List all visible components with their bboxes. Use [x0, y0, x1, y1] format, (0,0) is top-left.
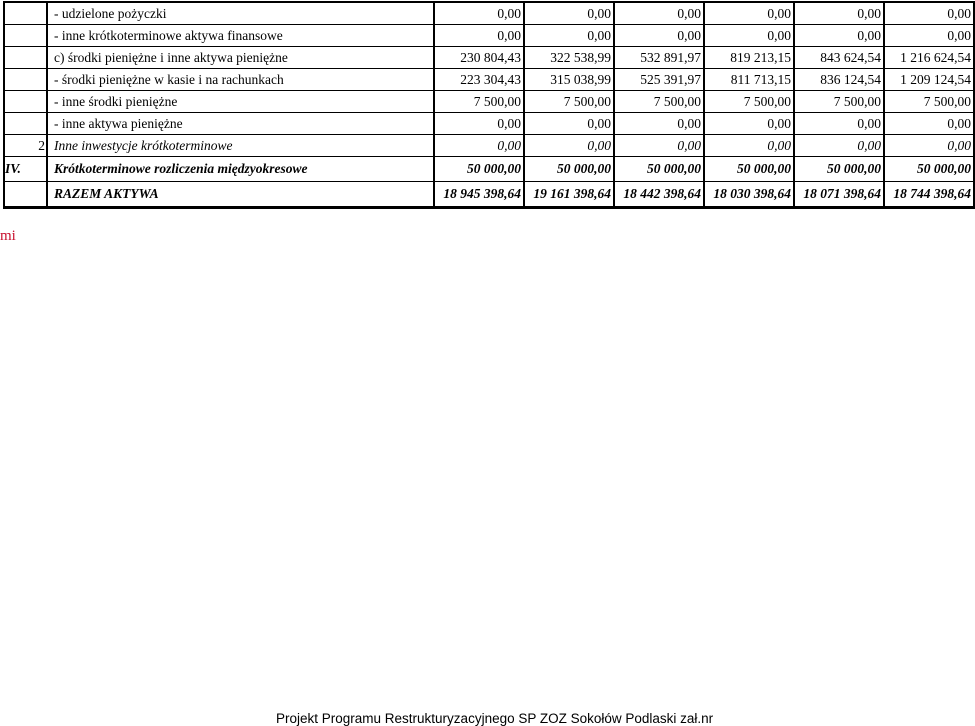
table-row — [4, 113, 974, 135]
value-cell[interactable]: 50 000,00 — [704, 157, 794, 182]
value-cell[interactable]: 525 391,97 — [614, 69, 704, 91]
page-footer: Projekt Programu Restrukturyzacyjnego SP ZOZ Sokołów Podlaski zał.nr — [276, 711, 714, 726]
value-cell[interactable]: 18 945 398,64 — [434, 182, 524, 208]
value-cell[interactable]: 1 216 624,54 — [884, 47, 974, 69]
table-row — [4, 47, 974, 69]
value-cell[interactable]: 0,00 — [434, 25, 524, 47]
value-cell[interactable]: 0,00 — [614, 25, 704, 47]
value-cell[interactable]: 843 624,54 — [794, 47, 884, 69]
value-cell[interactable]: 1 209 124,54 — [884, 69, 974, 91]
value-cell[interactable]: 0,00 — [884, 2, 974, 25]
row-label[interactable]: - inne aktywa pieniężne — [47, 113, 434, 135]
value-cell[interactable]: 811 713,15 — [704, 69, 794, 91]
row-number[interactable]: 2 — [4, 135, 47, 157]
row-number[interactable] — [4, 182, 47, 208]
value-cell[interactable]: 7 500,00 — [524, 91, 614, 113]
table-row — [4, 69, 974, 91]
value-cell[interactable]: 0,00 — [704, 135, 794, 157]
value-cell[interactable]: 50 000,00 — [434, 157, 524, 182]
row-label[interactable]: Krótkoterminowe rozliczenia międzyokresowe — [47, 157, 434, 182]
value-cell[interactable]: 223 304,43 — [434, 69, 524, 91]
table-row — [4, 135, 974, 157]
value-cell[interactable]: 0,00 — [794, 135, 884, 157]
row-label[interactable]: Inne inwestycje krótkoterminowe — [47, 135, 434, 157]
value-cell[interactable]: 819 213,15 — [704, 47, 794, 69]
value-cell[interactable]: 7 500,00 — [704, 91, 794, 113]
row-number[interactable] — [4, 25, 47, 47]
value-cell[interactable]: 0,00 — [434, 2, 524, 25]
value-cell[interactable]: 0,00 — [794, 25, 884, 47]
table-row — [4, 25, 974, 47]
value-cell[interactable]: 18 744 398,64 — [884, 182, 974, 208]
value-cell[interactable]: 50 000,00 — [794, 157, 884, 182]
value-cell[interactable]: 0,00 — [524, 135, 614, 157]
value-cell[interactable]: 7 500,00 — [794, 91, 884, 113]
value-cell[interactable]: 7 500,00 — [434, 91, 524, 113]
row-number[interactable] — [4, 2, 47, 25]
value-cell[interactable]: 18 071 398,64 — [794, 182, 884, 208]
value-cell[interactable]: 0,00 — [614, 2, 704, 25]
value-cell[interactable]: 0,00 — [884, 135, 974, 157]
value-cell[interactable]: 230 804,43 — [434, 47, 524, 69]
value-cell[interactable]: 50 000,00 — [524, 157, 614, 182]
value-cell[interactable]: 19 161 398,64 — [524, 182, 614, 208]
row-number[interactable]: IV. — [4, 157, 47, 182]
value-cell[interactable]: 315 038,99 — [524, 69, 614, 91]
value-cell[interactable]: 0,00 — [704, 113, 794, 135]
row-number[interactable] — [4, 69, 47, 91]
row-number[interactable] — [4, 91, 47, 113]
row-label[interactable]: - środki pieniężne w kasie i na rachunkach — [47, 69, 434, 91]
balance-sheet-table — [3, 1, 975, 209]
row-label[interactable]: - inne środki pieniężne — [47, 91, 434, 113]
value-cell[interactable]: 50 000,00 — [614, 157, 704, 182]
table-row — [4, 157, 974, 182]
value-cell[interactable]: 0,00 — [434, 135, 524, 157]
value-cell[interactable]: 0,00 — [524, 113, 614, 135]
row-label[interactable]: - inne krótkoterminowe aktywa finansowe — [47, 25, 434, 47]
value-cell[interactable]: 0,00 — [884, 113, 974, 135]
value-cell[interactable]: 18 030 398,64 — [704, 182, 794, 208]
value-cell[interactable]: 532 891,97 — [614, 47, 704, 69]
value-cell[interactable]: 7 500,00 — [884, 91, 974, 113]
value-cell[interactable]: 0,00 — [794, 2, 884, 25]
value-cell[interactable]: 836 124,54 — [794, 69, 884, 91]
value-cell[interactable]: 0,00 — [794, 113, 884, 135]
value-cell[interactable]: 50 000,00 — [884, 157, 974, 182]
row-number[interactable] — [4, 113, 47, 135]
value-cell[interactable]: 7 500,00 — [614, 91, 704, 113]
side-mark-text: mi — [0, 228, 16, 244]
value-cell[interactable]: 0,00 — [884, 25, 974, 47]
value-cell[interactable]: 18 442 398,64 — [614, 182, 704, 208]
value-cell[interactable]: 0,00 — [704, 2, 794, 25]
row-label[interactable]: - udzielone pożyczki — [47, 2, 434, 25]
value-cell[interactable]: 0,00 — [614, 113, 704, 135]
row-number[interactable] — [4, 47, 47, 69]
table-row-total — [4, 182, 974, 208]
value-cell[interactable]: 0,00 — [704, 25, 794, 47]
value-cell[interactable]: 322 538,99 — [524, 47, 614, 69]
value-cell[interactable]: 0,00 — [524, 25, 614, 47]
value-cell[interactable]: 0,00 — [524, 2, 614, 25]
row-label[interactable]: RAZEM AKTYWA — [47, 182, 434, 208]
value-cell[interactable]: 0,00 — [614, 135, 704, 157]
table-row — [4, 91, 974, 113]
value-cell[interactable]: 0,00 — [434, 113, 524, 135]
table-row — [4, 2, 974, 25]
row-label[interactable]: c) środki pieniężne i inne aktywa pieniężne — [47, 47, 434, 69]
